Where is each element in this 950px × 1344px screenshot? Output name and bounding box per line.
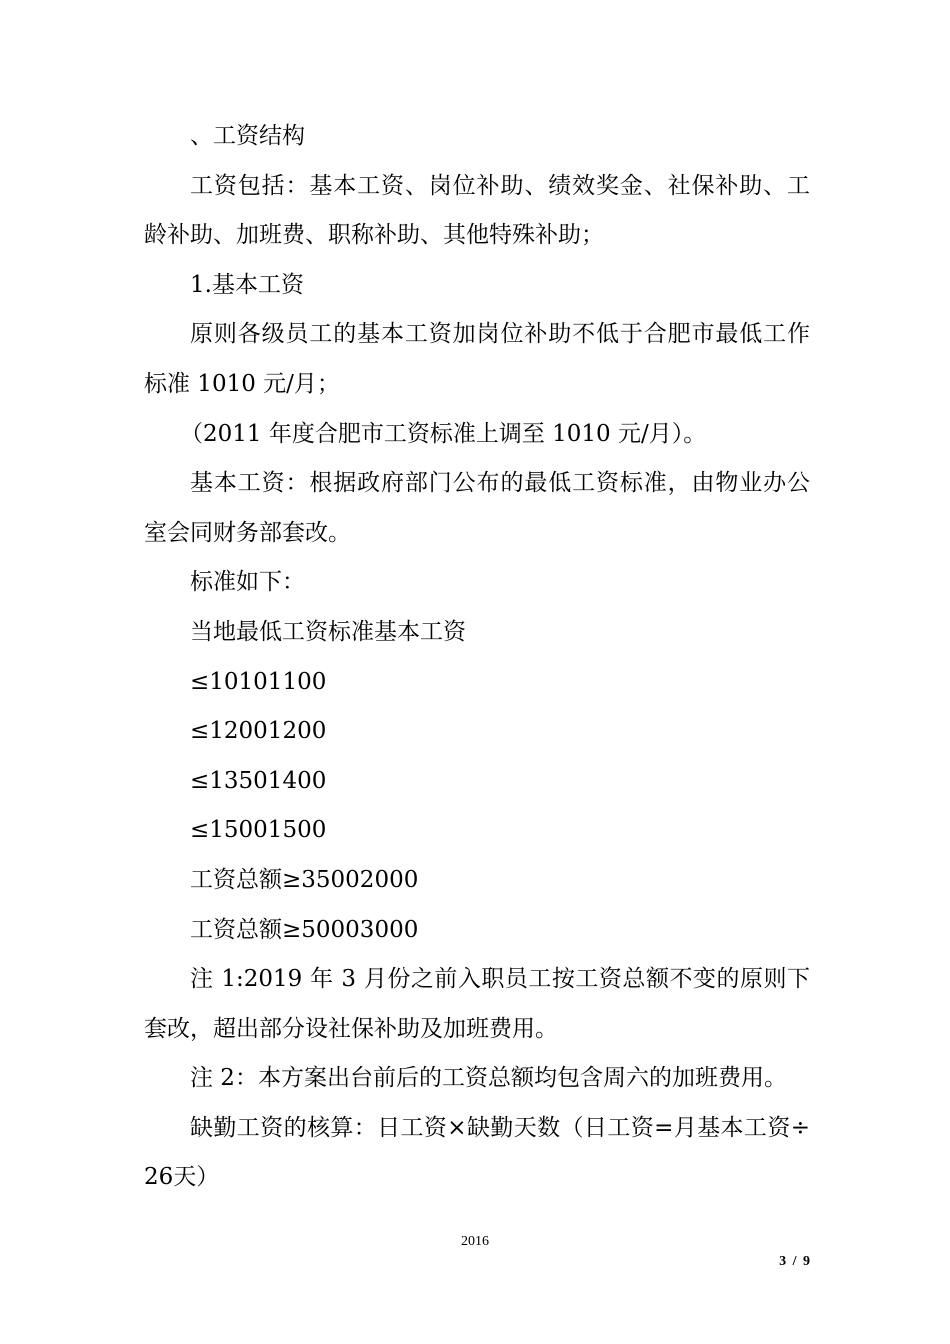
standard-row-2: ≤12001200 [190,718,327,745]
standard-table-header: 当地最低工资标准基本工资 [190,618,466,645]
standard-row-5: 工资总额≥35002000 [190,866,419,893]
subheading-basic-salary: 1.基本工资 [190,271,304,298]
paragraph-salary-components: 工资包括：基本工资、岗位补助、绩效奖金、社保补助、工龄补助、加班费、职称补助、其他特殊补助； [144,172,810,249]
paragraph-standard-intro: 标准如下： [190,569,305,596]
footer-year: 2016 [461,1234,489,1249]
paragraph-basic-salary-rule: 基本工资：根据政府部门公布的最低工资标准，由物业办公室会同财务部套改。 [144,470,810,546]
standard-row-6: 工资总额≥50003000 [190,916,419,943]
paragraph-absence-calculation: 缺勤工资的核算：日工资×缺勤天数（日工资=月基本工资÷26天） [144,1114,810,1191]
note-2: 注 2：本方案出台前后的工资总额均包含周六的加班费用。 [190,1065,787,1092]
note-1: 注 1:2019 年 3 月份之前入职员工按工资总额不变的原则下套改，超出部分设社保补助及加班费用。 [144,966,810,1042]
paragraph-2011-standard: （2011 年度合肥市工资标准上调至 1010 元/月）。 [180,420,707,447]
standard-row-1: ≤10101100 [190,668,327,695]
document-body [144,112,810,1203]
section-heading-salary-structure: 、工资结构 [190,123,305,149]
standard-row-4: ≤15001500 [190,817,327,844]
page-number: 3 / 9 [779,1254,810,1269]
paragraph-principle: 原则各级员工的基本工资加岗位补助不低于合肥市最低工作标准 1010 元/月； [144,321,810,397]
standard-row-3: ≤13501400 [190,767,327,794]
